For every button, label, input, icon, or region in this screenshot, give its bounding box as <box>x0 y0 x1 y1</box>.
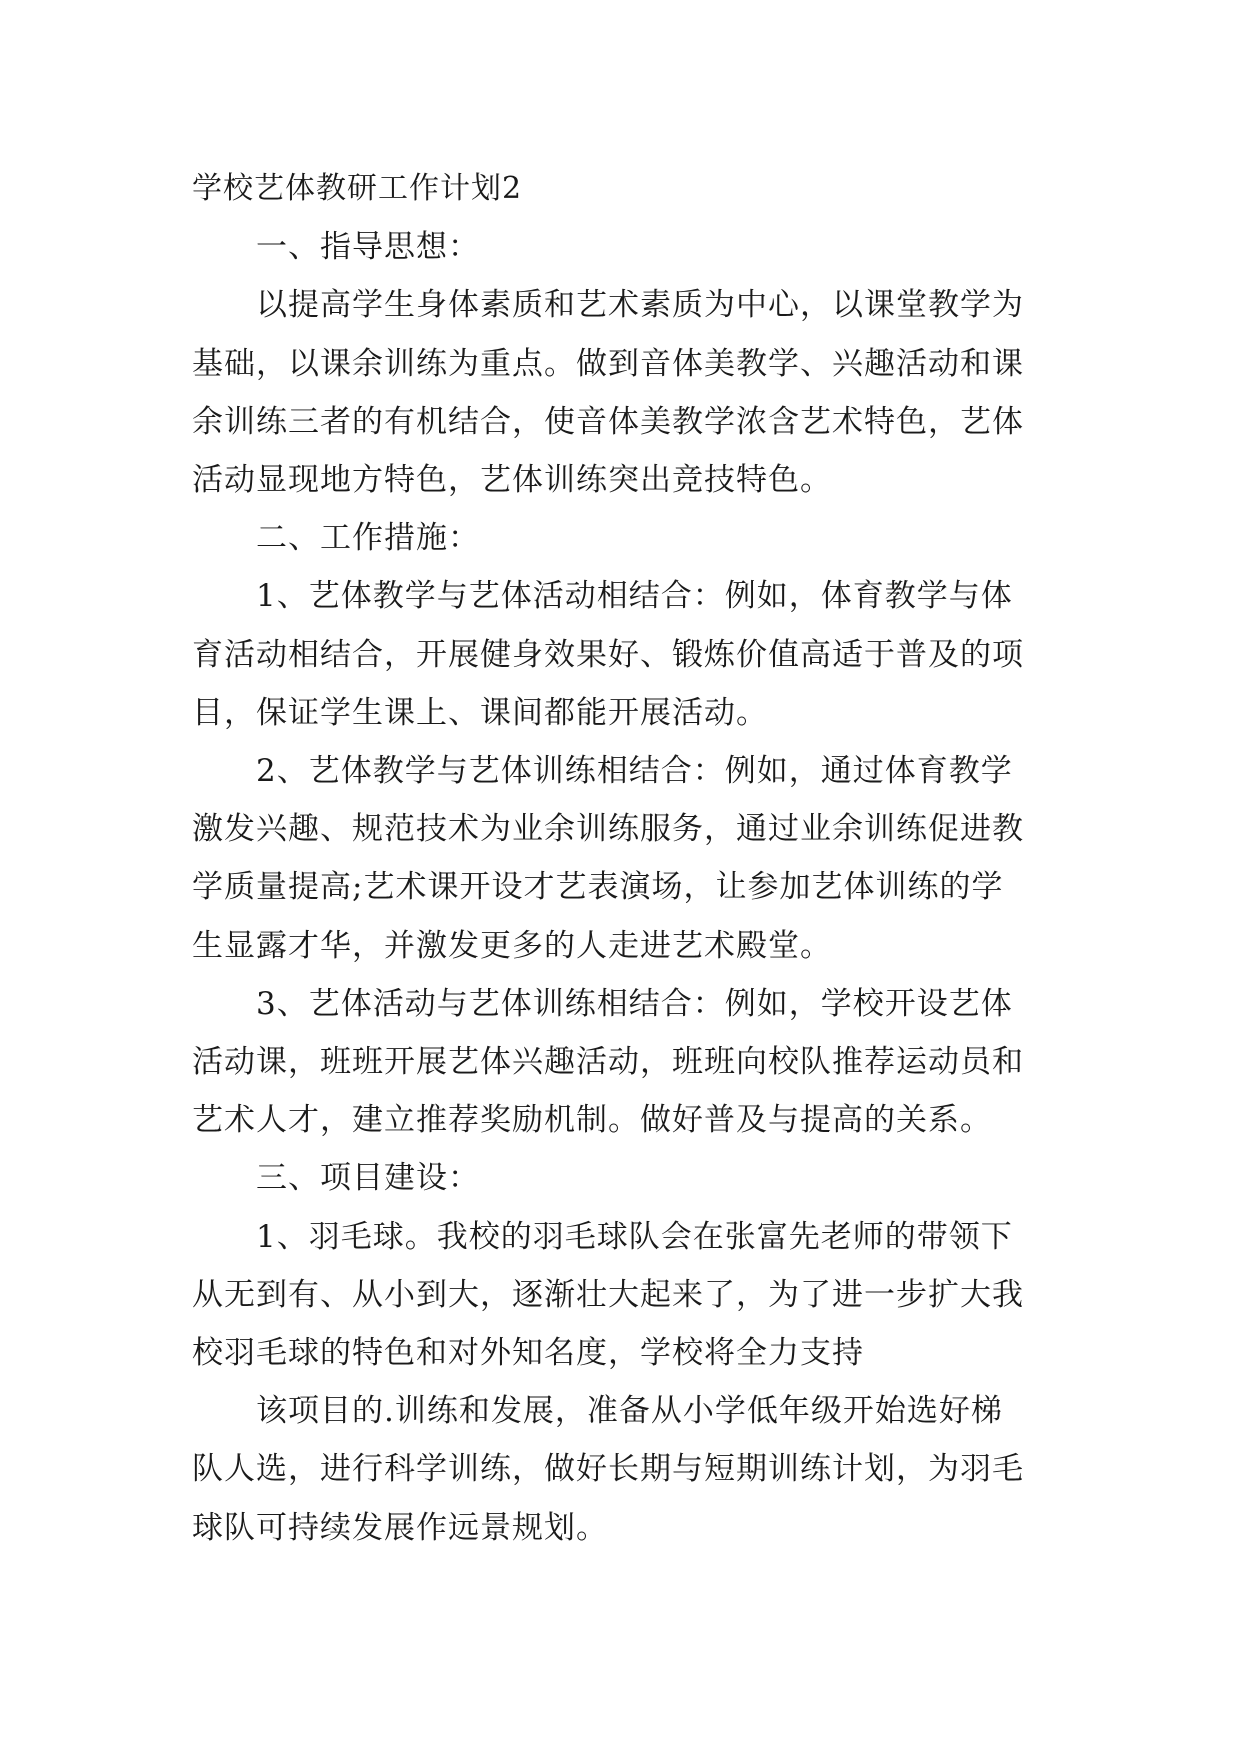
text-line: 球队可持续发展作远景规划。 <box>192 1509 608 1546</box>
document-body <box>192 218 1052 1557</box>
text-line: 学质量提高;艺术课开设才艺表演场，让参加艺体训练的学 <box>192 869 1004 906</box>
text-line: 从无到有、从小到大，逐渐壮大起来了，为了进一步扩大我 <box>192 1276 1024 1313</box>
text-line: 1、艺体教学与艺体活动相结合：例如，体育教学与体 <box>256 578 1013 615</box>
text-line: 激发兴趣、规范技术为业余训练服务，通过业余训练促进教 <box>192 811 1024 848</box>
text-line: 一、指导思想： <box>256 229 480 266</box>
text-line: 该项目的.训练和发展，准备从小学低年级开始选好梯 <box>256 1393 1003 1430</box>
text-line: 生显露才华，并激发更多的人走进艺术殿堂。 <box>192 927 832 964</box>
text-line: 基础，以课余训练为重点。做到音体美教学、兴趣活动和课 <box>192 345 1024 382</box>
text-line: 队人选，进行科学训练，做好长期与短期训练计划，为羽毛 <box>192 1451 1024 1488</box>
text-line: 1、羽毛球。我校的羽毛球队会在张富先老师的带领下 <box>256 1218 1013 1255</box>
text-line: 二、工作措施： <box>256 520 480 557</box>
text-line: 育活动相结合，开展健身效果好、锻炼价值高适于普及的项 <box>192 636 1024 673</box>
text-line: 3、艺体活动与艺体训练相结合：例如，学校开设艺体 <box>256 985 1013 1022</box>
text-line: 校羽毛球的特色和对外知名度，学校将全力支持 <box>192 1335 864 1372</box>
text-line: 艺术人才，建立推荐奖励机制。做好普及与提高的关系。 <box>192 1102 992 1139</box>
text-line: 余训练三者的有机结合，使音体美教学浓含艺术特色，艺体 <box>192 403 1024 440</box>
text-line: 2、艺体教学与艺体训练相结合：例如，通过体育教学 <box>256 753 1013 790</box>
document-page <box>192 160 1052 1557</box>
text-line: 活动显现地方特色，艺体训练突出竞技特色。 <box>192 462 832 499</box>
text-line: 以提高学生身体素质和艺术素质为中心，以课堂教学为 <box>256 287 1024 324</box>
document-title: 学校艺体教研工作计划2 <box>192 171 523 206</box>
text-line: 三、项目建设： <box>256 1160 480 1197</box>
text-line: 目，保证学生课上、课间都能开展活动。 <box>192 694 768 731</box>
text-line: 活动课，班班开展艺体兴趣活动，班班向校队推荐运动员和 <box>192 1044 1024 1081</box>
